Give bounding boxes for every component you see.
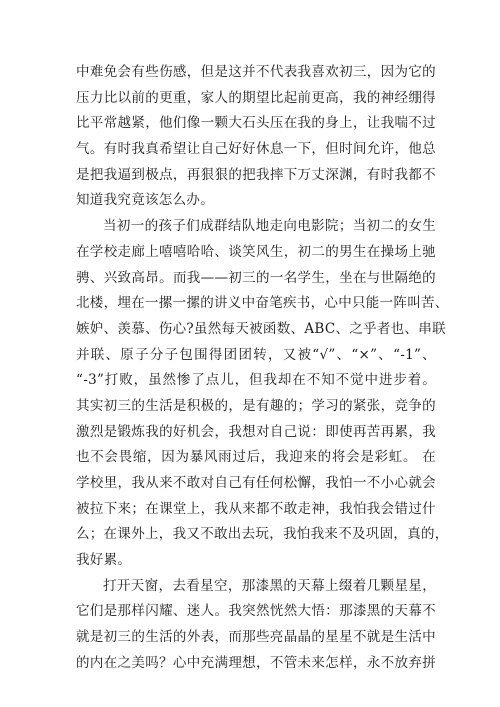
text-line: 我好累。	[76, 552, 132, 569]
text-line: 么；在课外上，我又不敢出去玩，我怕我来不及巩固，真的，	[76, 526, 449, 543]
text-line: 在学校走廊上嘻嘻哈哈、谈笑风生，初二的男生在操场上驰	[76, 243, 436, 260]
essay-text	[76, 60, 449, 677]
text-line: 知道我究竟该怎么办。	[76, 192, 214, 209]
text-line: 也不会畏缩，因为暴风雨过后，我迎来的将会是彩虹。 在	[76, 449, 436, 466]
text-line: 骋、兴致高昂。而我——初三的一名学生，坐在与世隔绝的	[76, 269, 436, 286]
text-line: 被拉下来；在课堂上，我从来都不敢走神，我怕我会错过什	[76, 500, 436, 517]
text-line: 其实初三的生活是积极的，是有趣的；学习的紧张，竞争的	[76, 397, 436, 414]
text-line: 激烈是锻炼我的好机会，我想对自己说：即使再苦再累，我	[76, 423, 436, 440]
text-line: 并联、原子分子包围得团团转，又被“√”、“×”、“-1”、	[76, 346, 436, 363]
text-line: 它们是那样闪耀、迷人。我突然恍然大悟：那漆黑的天幕不	[76, 603, 436, 620]
text-line: 当初一的孩子们成群结队地走向电影院；当初二的女生	[103, 218, 436, 235]
text-line: 比平常越紧，他们像一颗大石头压在我的身上，让我喘不过	[76, 115, 436, 132]
text-line: 是把我逼到极点，再狠狠的把我摔下万丈深渊，有时我都不	[76, 166, 436, 183]
text-line: 的内在之美吗？心中充满理想，不管未来怎样，永不放弃拼	[76, 654, 436, 671]
text-line: 学校里，我从来不敢对自己有任何松懈，我怕一不小心就会	[76, 475, 436, 491]
text-line: 嫉妒、羡慕、伤心?虽然每天被函数、ABC、之乎者也、串联	[76, 320, 446, 337]
text-line: 就是初三的生活的外表，而那些亮晶晶的星星不就是生活中	[76, 629, 436, 646]
text-line: 压力比以前的更重，家人的期望比起前更高，我的神经绷得	[76, 89, 436, 106]
text-line: 气。有时我真希望让自己好好休息一下，但时间允许，他总	[76, 141, 436, 158]
text-line: “-3”打败，虽然惨了点儿，但我却在不知不觉中进步着。	[76, 372, 436, 389]
text-line: 北楼，埋在一摞一摞的讲义中奋笔疾书，心中只能一阵叫苦、	[76, 295, 449, 312]
text-line: 中难免会有些伤感，但是这并不代表我喜欢初三，因为它的	[76, 64, 436, 80]
text-line: 打开天窗，去看星空，那漆黑的天幕上缀着几颗星星，	[103, 577, 436, 594]
